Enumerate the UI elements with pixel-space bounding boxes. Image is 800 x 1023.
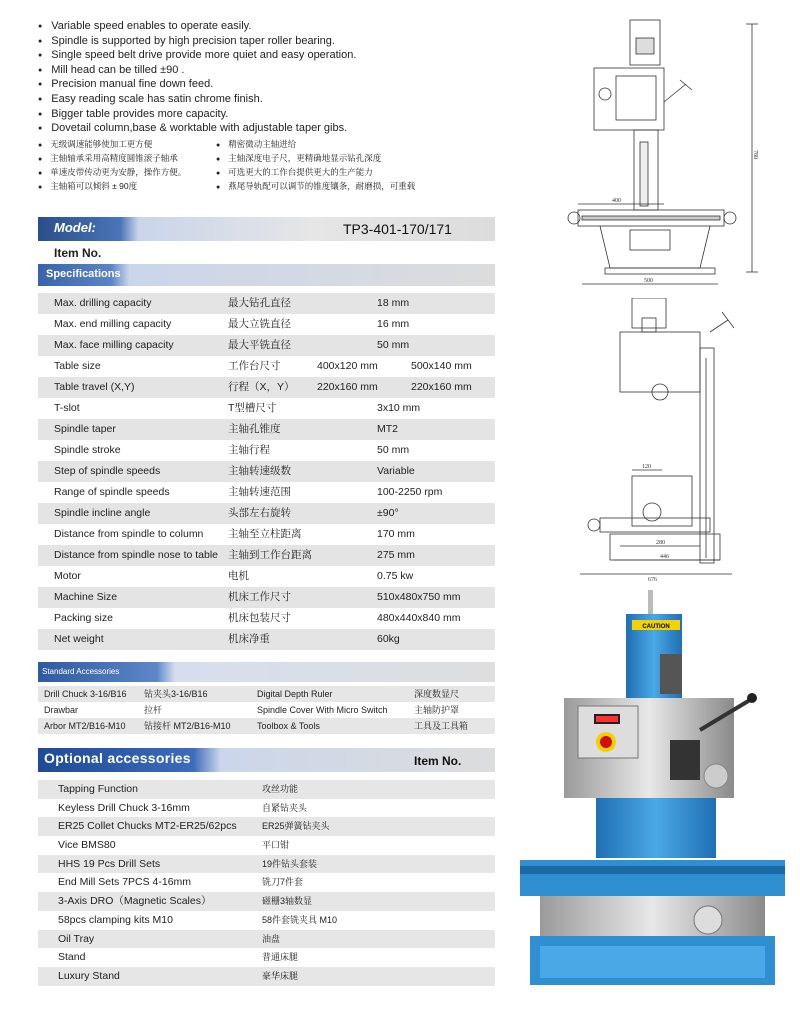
feature-item-cn: ● 单速皮带传动更为安静，操作方便。 <box>38 166 186 178</box>
spec-cell: 机床包装尺寸 <box>228 612 291 624</box>
item-no-label: Item No. <box>54 246 102 260</box>
spec-cell: Spindle stroke <box>54 444 121 456</box>
standard-accessories-label: Standard Accessories <box>42 667 120 676</box>
dim-1: 280 <box>656 540 665 546</box>
spec-row <box>38 440 495 461</box>
feature-item: ● Easy reading scale has satin chrome finish. <box>38 93 508 108</box>
optional-accessory-row <box>38 967 495 986</box>
feature-item-cn: ● 精密微动主轴进给 <box>216 138 296 150</box>
optional-accessory-row <box>38 799 495 818</box>
optional-accessory-row <box>38 780 495 799</box>
feature-item: ● Spindle is supported by high precision taper roller bearing. <box>38 35 508 50</box>
spec-cell: Motor <box>54 570 81 582</box>
accessory-cell: Digital Depth Ruler <box>257 689 333 699</box>
front-view-drawing <box>560 10 780 300</box>
spec-cell: 16 mm <box>377 318 410 330</box>
accessory-cell: Arbor MT2/B16-M10 <box>44 721 126 731</box>
spec-cell: 机床工作尺寸 <box>228 591 291 603</box>
accessory-cell: 58pcs clamping kits M10 <box>58 913 173 926</box>
spec-cell: 主轴转速级数 <box>228 465 291 477</box>
standard-accessory-row <box>38 718 495 734</box>
accessory-cell: 平口钳 <box>262 840 290 851</box>
spec-cell: Packing size <box>54 612 113 624</box>
accessory-cell: 豪华床腿 <box>262 970 299 981</box>
accessory-cell: Toolbox & Tools <box>257 721 320 731</box>
accessory-cell: 拉杆 <box>144 705 163 715</box>
model-number: TP3-401-170/171 <box>343 221 452 237</box>
spec-row <box>38 293 495 314</box>
feature-item-cn: ● 主轴深度电子尺，更精确地显示钻孔深度 <box>216 152 381 164</box>
standard-accessory-row <box>38 702 495 718</box>
feature-item-cn: ● 燕尾导轨配可以调节的锥度镶条，耐磨损，可重载 <box>216 180 415 192</box>
spec-cell: 18 mm <box>377 297 410 309</box>
spec-row <box>38 482 495 503</box>
accessory-cell: Stand <box>58 951 86 964</box>
accessory-cell: 主轴防护罩 <box>414 705 460 715</box>
standard-accessories-table <box>38 686 495 734</box>
spec-cell: Max. face milling capacity <box>54 339 174 351</box>
spec-row <box>38 356 495 377</box>
spec-cell: Variable <box>377 465 415 477</box>
spec-cell: 主轴孔锥度 <box>228 423 281 435</box>
feature-item-cn: ● 无级调速能够使加工更方便 <box>38 138 152 150</box>
machine-photo <box>520 590 785 995</box>
feature-item-cn: ● 主轴箱可以倾斜 ± 90度 <box>38 180 137 192</box>
spec-cell: 3x10 mm <box>377 402 421 414</box>
feature-item: ● Bigger table provides more capacity. <box>38 108 508 123</box>
accessory-cell: 自紧钻夹头 <box>262 802 308 813</box>
spec-cell: 机床净重 <box>228 633 270 645</box>
accessory-cell: 19件钻头套装 <box>262 858 318 869</box>
accessory-cell: Tapping Function <box>58 783 138 795</box>
feature-item: ● Precision manual fine down feed. <box>38 78 508 93</box>
caution-text: CAUTION <box>642 624 670 630</box>
optional-accessories-label: Optional accessories <box>44 750 191 766</box>
feature-item: ● Mill head can be tilled ±90 . <box>38 64 508 79</box>
spec-cell: 500x140 mm <box>411 360 472 372</box>
spec-cell: Max. end milling capacity <box>54 318 172 330</box>
spec-cell: Distance from spindle to column <box>54 528 204 540</box>
accessory-cell: 深度数显尺 <box>414 689 460 699</box>
spec-row <box>38 461 495 482</box>
accessory-cell: End Mill Sets 7PCS 4-16mm <box>58 876 192 889</box>
accessory-cell: ER25弹簧钻夹头 <box>262 821 330 832</box>
spec-cell: Machine Size <box>54 591 118 603</box>
spec-cell: Distance from spindle nose to table <box>54 549 219 561</box>
spec-cell: T-slot <box>54 402 80 414</box>
spec-row <box>38 398 495 419</box>
accessory-cell: Drawbar <box>44 705 79 715</box>
dim-table: 400 <box>612 198 621 204</box>
feature-item-cn: ● 主轴轴承采用高精度圆锥滚子轴承 <box>38 152 178 164</box>
spec-cell: 480x440x840 mm <box>377 612 461 624</box>
spec-row <box>38 524 495 545</box>
side-view-drawing <box>570 298 770 583</box>
spec-cell: 行程（X，Y） <box>228 381 295 393</box>
spec-cell: 最大平铣直径 <box>228 339 291 351</box>
optional-accessories-table <box>38 780 495 986</box>
spec-cell: 主轴到工作台距离 <box>228 549 312 561</box>
standard-accessory-row <box>38 686 495 702</box>
dim-top: 120 <box>642 464 651 470</box>
accessory-cell: Vice BMS80 <box>58 839 116 852</box>
spec-cell: Net weight <box>54 633 104 645</box>
spec-cell: 最大钻孔直径 <box>228 297 291 309</box>
accessory-cell: ER25 Collet Chucks MT2-ER25/62pcs <box>58 820 237 833</box>
optional-accessory-row <box>38 817 495 836</box>
accessory-cell: 油盘 <box>262 933 281 944</box>
spec-cell: 电机 <box>228 570 249 582</box>
spec-row <box>38 503 495 524</box>
optional-accessory-row <box>38 948 495 967</box>
spec-cell: 0.75 kw <box>377 570 414 582</box>
spec-row <box>38 629 495 650</box>
spec-cell: Spindle taper <box>54 423 116 435</box>
dim-height: 780 <box>752 150 758 159</box>
spec-cell: Spindle incline angle <box>54 507 151 519</box>
spec-cell: 50 mm <box>377 444 410 456</box>
feature-item: ● Dovetail column,base & worktable with adjustable taper gibs. <box>38 122 508 137</box>
specifications-label: Specifications <box>46 268 121 280</box>
accessory-cell: Oil Tray <box>58 932 95 945</box>
accessory-cell: Keyless Drill Chuck 3-16mm <box>58 801 190 814</box>
accessory-cell: HHS 19 Pcs Drill Sets <box>58 857 161 870</box>
accessory-cell: 磁栅3轴数显 <box>262 896 313 907</box>
spec-cell: 主轴转速范围 <box>228 486 291 498</box>
spec-cell: Max. drilling capacity <box>54 297 152 309</box>
feature-item-cn: ● 可选更大的工作台提供更大的生产能力 <box>216 166 373 178</box>
accessory-cell: Spindle Cover With Micro Switch <box>257 705 388 715</box>
accessory-cell: 58件套铣夹具 M10 <box>262 914 338 925</box>
optional-accessory-row <box>38 911 495 930</box>
specifications-table <box>38 293 495 650</box>
feature-item: ● Single speed belt drive provide more quiet and easy operation. <box>38 49 508 64</box>
accessory-cell: Luxury Stand <box>58 969 120 982</box>
optional-item-no-label: Item No. <box>414 754 462 768</box>
spec-cell: 170 mm <box>377 528 415 540</box>
spec-row <box>38 545 495 566</box>
spec-cell: 220x160 mm <box>411 381 472 393</box>
accessory-cell: 钻夹头3-16/B16 <box>144 689 208 699</box>
accessory-cell: 3-Axis DRO（Magnetic Scales） <box>58 895 212 908</box>
optional-accessory-row <box>38 873 495 892</box>
dim-3: 676 <box>648 577 657 583</box>
spec-cell: 工作台尺寸 <box>228 360 281 372</box>
optional-accessory-row <box>38 836 495 855</box>
spec-cell: Table size <box>54 360 101 372</box>
spec-cell: 220x160 mm <box>317 381 378 393</box>
spec-cell: 50 mm <box>377 339 410 351</box>
spec-cell: MT2 <box>377 423 398 435</box>
dim-base: 500 <box>644 278 653 284</box>
feature-item: ● Variable speed enables to operate easily. <box>38 20 508 35</box>
spec-row <box>38 419 495 440</box>
spec-cell: ±90° <box>377 507 399 519</box>
spec-cell: 510x480x750 mm <box>377 591 461 603</box>
accessory-cell: 普通床腿 <box>262 952 299 963</box>
spec-cell: Step of spindle speeds <box>54 465 161 477</box>
dim-2: 446 <box>660 554 669 560</box>
model-label: Model: <box>54 220 96 235</box>
feature-list-cn <box>38 138 508 198</box>
optional-accessory-row <box>38 855 495 874</box>
spec-cell: 400x120 mm <box>317 360 378 372</box>
accessory-cell: 攻丝功能 <box>262 784 299 794</box>
spec-cell: 头部左右旋转 <box>228 507 291 519</box>
optional-accessory-row <box>38 930 495 949</box>
spec-cell: Range of spindle speeds <box>54 486 170 498</box>
accessory-cell: 工具及工具箱 <box>414 721 469 731</box>
spec-row <box>38 314 495 335</box>
accessory-cell: 铣刀7件套 <box>262 877 304 888</box>
spec-cell: 主轴至立柱距离 <box>228 528 302 540</box>
accessory-cell: 钻接杆 MT2/B16-M10 <box>144 721 231 731</box>
spec-cell: 主轴行程 <box>228 444 270 456</box>
feature-list <box>38 20 508 137</box>
spec-row <box>38 566 495 587</box>
spec-cell: 60kg <box>377 633 400 645</box>
spec-cell: Table travel (X,Y) <box>54 381 135 393</box>
spec-cell: 100-2250 rpm <box>377 486 443 498</box>
spec-row <box>38 335 495 356</box>
spec-row <box>38 377 495 398</box>
optional-accessory-row <box>38 892 495 911</box>
spec-cell: T型槽尺寸 <box>228 402 277 414</box>
accessory-cell: Drill Chuck 3-16/B16 <box>44 689 127 699</box>
spec-row <box>38 608 495 629</box>
spec-row <box>38 587 495 608</box>
spec-cell: 275 mm <box>377 549 415 561</box>
spec-cell: 最大立铣直径 <box>228 318 291 330</box>
